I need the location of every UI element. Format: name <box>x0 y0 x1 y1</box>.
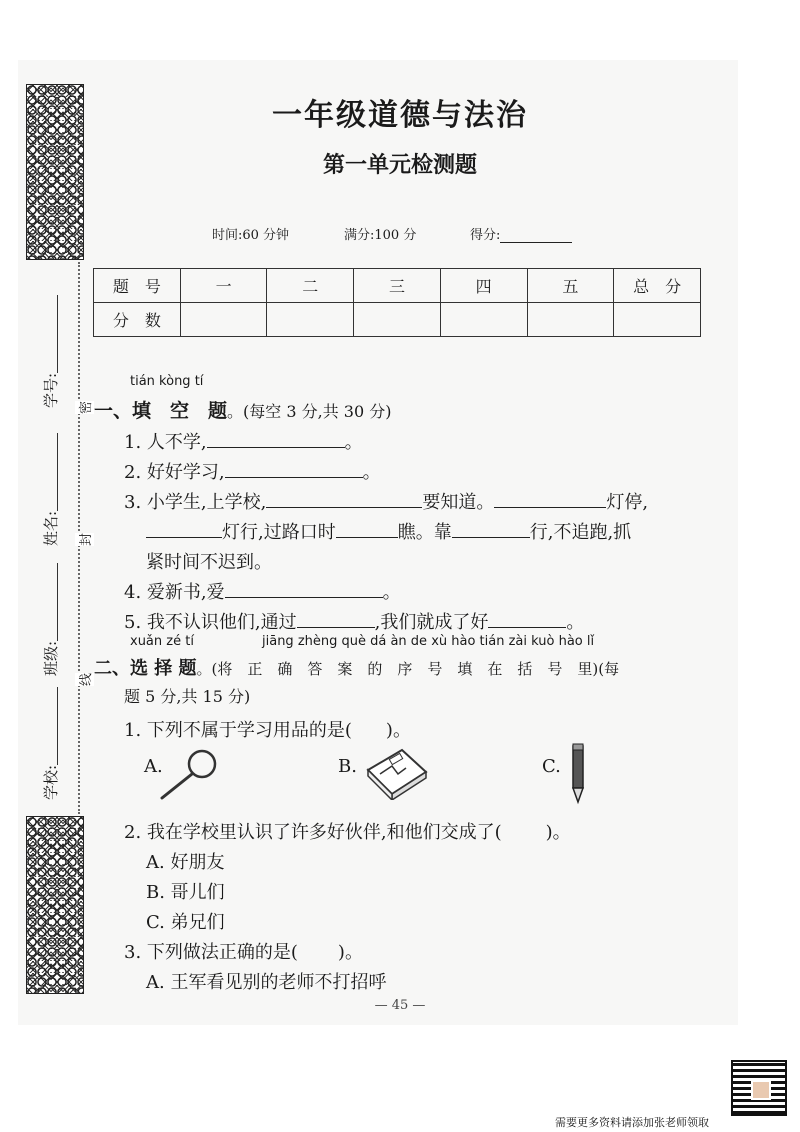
page-title: 一年级道德与法治 <box>272 98 528 133</box>
full-score-info: 满分:100 分 <box>344 228 417 243</box>
section2-pinyin-left: xuǎn zé tí <box>130 634 194 649</box>
option-c-label[interactable]: C. <box>542 756 561 777</box>
page-subtitle: 第一单元检测题 <box>322 152 477 178</box>
score-header-cell: 五 <box>527 269 614 303</box>
seal-mark-xian: 线 <box>75 673 94 686</box>
score-field[interactable]: 得分: <box>470 224 572 243</box>
score-header-cell: 四 <box>440 269 527 303</box>
s2-q2-option-b[interactable]: B. 哥儿们 <box>146 882 225 903</box>
s1-question-2: 2. 好好学习, 。 <box>124 462 381 483</box>
s2-q3-option-a[interactable]: A. 王军看见别的老师不打招呼 <box>146 972 387 993</box>
s2-question-1: 1. 下列不属于学习用品的是( )。 <box>124 720 411 741</box>
page-number: — 45 — <box>374 998 426 1013</box>
score-header-cell: 总 分 <box>614 269 701 303</box>
answer-blank[interactable] <box>225 580 383 598</box>
score-cell[interactable] <box>180 303 267 337</box>
score-cell[interactable] <box>614 303 701 337</box>
score-row-label: 分 数 <box>94 303 181 337</box>
section2-pinyin-right: jiāng zhèng què dá àn de xù hào tián zài kuò hào lǐ <box>262 634 595 649</box>
s1-question-5: 5. 我不认识他们,通过 ,我们就成了好 。 <box>124 612 585 633</box>
section1-heading: 一、填 空 题。(每空 3 分,共 30 分) <box>94 400 392 422</box>
answer-blank[interactable] <box>452 520 530 538</box>
score-cell[interactable] <box>267 303 354 337</box>
s2-q2-option-a[interactable]: A. 好朋友 <box>146 852 225 873</box>
qr-code[interactable] <box>731 1060 787 1116</box>
magnifying-glass-icon <box>156 746 220 802</box>
s2-question-3: 3. 下列做法正确的是( )。 <box>124 942 363 963</box>
s1-question-3-end: 紧时间不迟到。 <box>146 552 272 573</box>
score-table-header-row <box>94 269 701 303</box>
student-number-label: 学号: <box>40 295 61 408</box>
name-label: 姓名: <box>40 433 61 546</box>
section2-note-cont: 题 5 分,共 15 分) <box>124 687 251 706</box>
s2-question-2: 2. 我在学校里认识了许多好伙伴,和他们交成了( )。 <box>124 822 571 843</box>
answer-blank[interactable] <box>266 490 422 508</box>
answer-blank[interactable] <box>336 520 398 538</box>
book-icon <box>362 744 432 800</box>
s1-question-1: 1. 人不学, 。 <box>124 432 363 453</box>
answer-blank[interactable] <box>146 520 222 538</box>
school-label: 学校: <box>40 687 61 800</box>
score-cell[interactable] <box>354 303 441 337</box>
answer-blank[interactable] <box>488 610 566 628</box>
score-cell[interactable] <box>440 303 527 337</box>
class-label: 班级: <box>40 563 61 676</box>
pencil-icon <box>566 742 590 806</box>
section2-heading: 二、选 择 题。(将 正 确 答 案 的 序 号 填 在 括 号 里)(每 <box>94 658 620 679</box>
option-b-label[interactable]: B. <box>338 756 357 777</box>
s1-question-3-cont: 灯行,过路口时 瞧。靠 行,不追跑,抓 <box>146 518 631 544</box>
s1-question-3: 3. 小学生,上学校, 要知道。 灯停, <box>124 492 649 513</box>
score-header-cell: 二 <box>267 269 354 303</box>
qr-avatar <box>751 1080 771 1100</box>
footer-note: 需要更多资料请添加张老师领取 <box>555 1116 709 1129</box>
answer-blank[interactable] <box>297 610 375 628</box>
score-header-cell: 题 号 <box>94 269 181 303</box>
score-table <box>93 268 701 337</box>
time-info: 时间:60 分钟 <box>212 228 290 243</box>
score-header-cell: 三 <box>354 269 441 303</box>
answer-blank[interactable] <box>225 460 363 478</box>
score-table-score-row <box>94 303 701 337</box>
decorative-pattern-bottom <box>26 816 84 994</box>
s2-q1-options <box>140 742 610 808</box>
score-cell[interactable] <box>527 303 614 337</box>
option-a-label[interactable]: A. <box>144 756 163 777</box>
s1-question-4: 4. 爱新书,爱 。 <box>124 582 401 603</box>
answer-blank[interactable] <box>207 430 345 448</box>
section1-pinyin: tián kòng tí <box>130 374 204 389</box>
score-header-cell: 一 <box>180 269 267 303</box>
seal-mark-mi: 密 <box>75 401 94 414</box>
s2-q2-option-c[interactable]: C. 弟兄们 <box>146 912 225 933</box>
answer-blank[interactable] <box>494 490 606 508</box>
seal-mark-feng: 封 <box>75 533 94 546</box>
